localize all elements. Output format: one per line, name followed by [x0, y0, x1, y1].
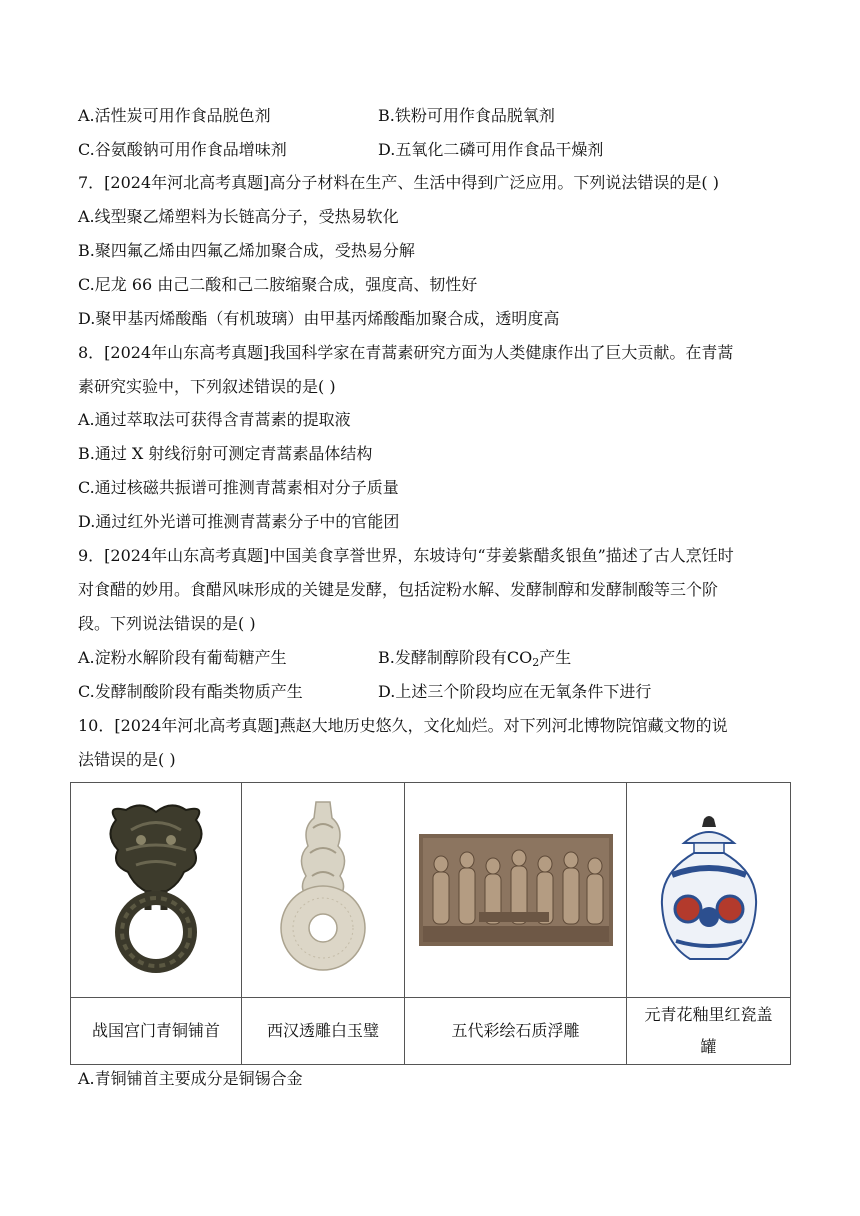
q9-stem-line2: 对食醋的妙用。食醋风味形成的关键是发酵，包括淀粉水解、发酵制醇和发酵制酸等三个阶 [78, 580, 719, 599]
q9-stem-line3: 段。下列说法错误的是( ) [78, 614, 256, 633]
q8-option-d: D.通过红外光谱可推测青蒿素分子中的官能团 [78, 512, 400, 531]
artifact-table [70, 782, 791, 1065]
q7-option-a: A.线型聚乙烯塑料为长链高分子，受热易软化 [78, 207, 399, 226]
artifact-caption: 西汉透雕白玉璧 [242, 998, 405, 1065]
q9-option-b-prefix: B.发酵制醇阶段有 [378, 648, 507, 667]
q8-stem-line2: 素研究实验中，下列叙述错误的是( ) [78, 377, 336, 396]
q7-option-d: D.聚甲基丙烯酸酯（有机玻璃）由甲基丙烯酸酯加聚合成，透明度高 [78, 309, 560, 328]
q6-option-a: A.活性炭可用作食品脱色剂 [78, 106, 271, 125]
q10-stem-line2: 法错误的是( ) [78, 750, 176, 769]
q8-option-c: C.通过核磁共振谱可推测青蒿素相对分子质量 [78, 478, 399, 497]
q6-option-d: D.五氧化二磷可用作食品干燥剂 [378, 140, 604, 159]
q9-option-b-suffix: 产生 [539, 648, 572, 667]
artifact-image-cell [71, 783, 242, 998]
co2-subscript: 2 [532, 656, 540, 669]
q9-option-c: C.发酵制酸阶段有酯类物质产生 [78, 682, 303, 701]
artifact-caption-line1: 元青花釉里红瓷盖 [644, 1005, 773, 1024]
q8-option-b: B.通过 X 射线衍射可测定青蒿素晶体结构 [78, 444, 373, 463]
q8-stem-line1: 8．[2024年山东高考真题]我国科学家在青蒿素研究方面为人类健康作出了巨大贡献。在青蒿 [78, 343, 734, 362]
co2-formula-base: CO [506, 648, 533, 667]
stone-relief-image [419, 834, 613, 946]
artifact-image-cell [405, 783, 627, 998]
q6-option-b: B.铁粉可用作食品脱氧剂 [378, 106, 555, 125]
q8-option-a: A.通过萃取法可获得含青蒿素的提取液 [78, 410, 351, 429]
q7-stem: 7．[2024年河北高考真题]高分子材料在生产、生活中得到广泛应用。下列说法错误的是( ) [78, 173, 719, 192]
artifact-image-cell [242, 783, 405, 998]
q10-option-a: A.青铜铺首主要成分是铜锡合金 [78, 1069, 303, 1088]
q7-option-c: C.尼龙 66 由己二酸和己二胺缩聚合成，强度高、韧性好 [78, 275, 478, 294]
co2-formula [507, 648, 539, 667]
jade-bi-image [278, 798, 368, 982]
q6-option-c: C.谷氨酸钠可用作食品增味剂 [78, 140, 287, 159]
q9-stem-line1: 9．[2024年山东高考真题]中国美食享誉世界，东坡诗句“芽姜紫醋炙银鱼”描述了古人烹饪时 [78, 546, 734, 565]
bronze-knocker-image [96, 800, 216, 980]
q9-option-b [378, 648, 571, 673]
artifact-caption: 五代彩绘石质浮雕 [405, 998, 627, 1065]
q10-stem-line1: 10．[2024年河北高考真题]燕赵大地历史悠久，文化灿烂。对下列河北博物院馆藏文物的说 [78, 716, 728, 735]
artifact-caption [627, 998, 791, 1065]
q7-option-b: B.聚四氟乙烯由四氟乙烯加聚合成，受热易分解 [78, 241, 415, 260]
artifact-caption: 战国宫门青铜铺首 [71, 998, 242, 1065]
q9-option-a: A.淀粉水解阶段有葡萄糖产生 [78, 648, 287, 667]
porcelain-jar-image [654, 813, 764, 967]
q9-option-d: D.上述三个阶段均应在无氧条件下进行 [378, 682, 652, 701]
artifact-caption-line2: 罐 [700, 1037, 717, 1056]
artifact-image-cell [627, 783, 791, 998]
